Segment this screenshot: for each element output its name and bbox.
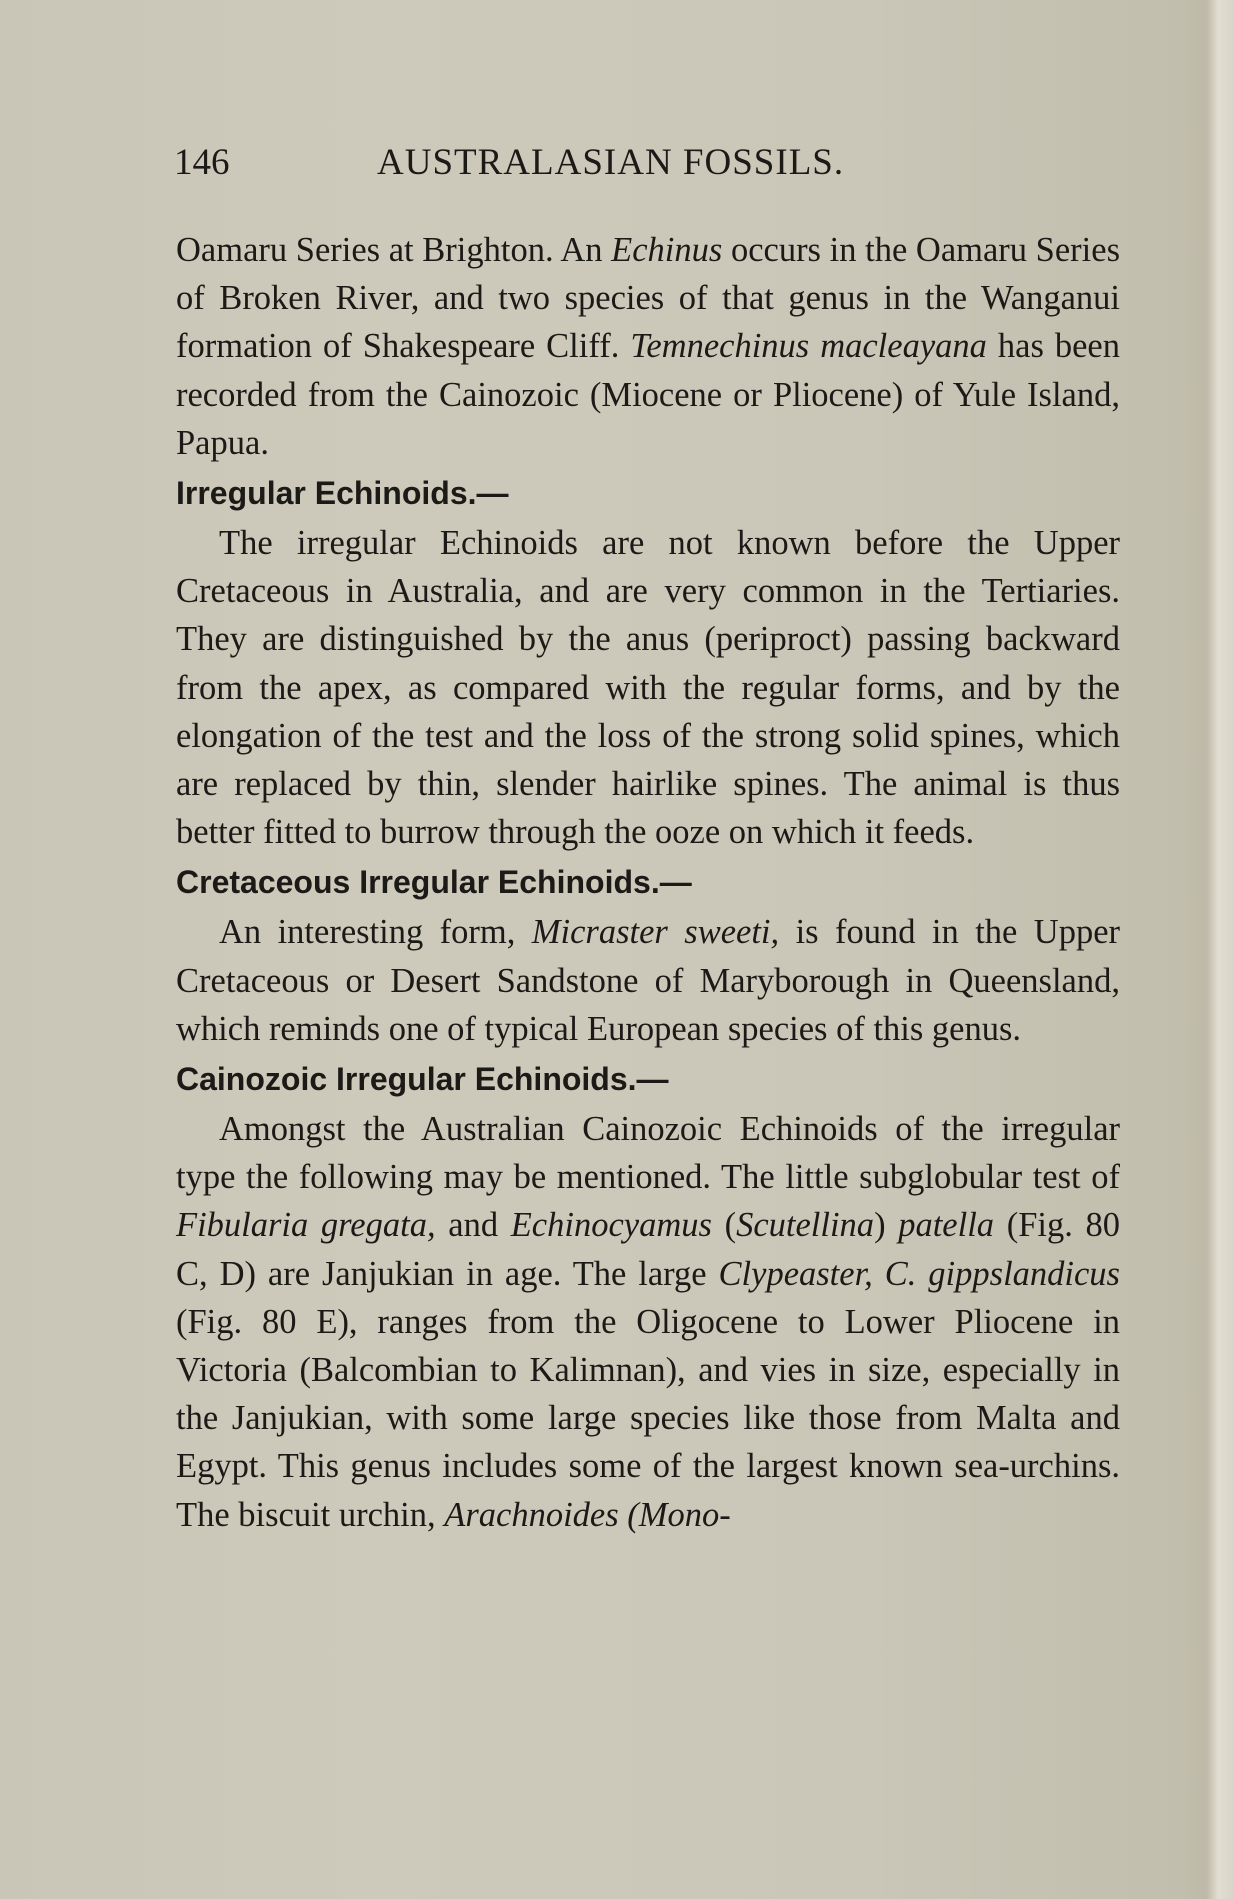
italic-text: Temnechinus macleayana (630, 327, 987, 366)
page-header (162, 140, 922, 186)
text: is found in the Upper Cretaceous or Desert Sandstone of Maryborough in Queensland, which reminds one of typical European species of this genus. (176, 913, 1121, 1048)
text: and (435, 1206, 511, 1245)
section-heading-irregular: Irregular Echinoids.— (176, 475, 509, 512)
paragraph-cainozoic (176, 1105, 1120, 1539)
text: An interesting form, (219, 913, 532, 952)
text: Amongst the Australian Cainozoic Echinoids of the irregular type the following may be mentioned. The little subglobular test of (176, 1110, 1120, 1197)
text: occurs in the Oamaru Series of Broken River, and two species of that genus in the Wanganui formation of Shakespeare Cliff. (176, 231, 1120, 366)
italic-text: Echinus (611, 231, 723, 269)
section-heading-cretaceous: Cretaceous Irregular Echinoids.— (176, 864, 692, 901)
running-title: AUSTRALASIAN FOSSILS. (377, 142, 845, 183)
italic-text: patella (898, 1206, 995, 1245)
italic-text: Echinocyamus (510, 1206, 712, 1245)
page-number: 146 (174, 142, 230, 183)
section-heading-cainozoic: Cainozoic Irregular Echinoids.— (176, 1061, 669, 1098)
italic-text: Fibularia gregata, (176, 1206, 436, 1245)
text: (Fig. 80 E), ranges from the Oligocene to Lower Pliocene in Victoria (Balcombian to Kalimnan), and vies in size, especially in the Janjukian, with some large species like those from Malta and Egypt. This genus includes some of the largest known sea-urchins. The biscuit urchin, (176, 1302, 1120, 1534)
page-body (176, 226, 1120, 1539)
text: (Fig. 80 C, D) are Janjukian in age. The large (176, 1206, 1120, 1293)
paragraph-irregular: The irregular Echinoids are not known before the Upper Cretaceous in Australia, and are very common in the Tertiaries. They are distinguished by the anus (periproct) passing backward from the apex, as compared with the regular forms, and by the elongation of the test and the loss of the strong solid spines, which are replaced by thin, slender hairlike spines. The animal is thus better fitted to burrow through the ooze on which it feeds. (176, 524, 1120, 852)
paragraph-cretaceous (176, 908, 1120, 1053)
text: ) (874, 1206, 899, 1245)
italic-text: Arachnoides (Mono- (444, 1495, 731, 1534)
text: ( (711, 1206, 737, 1245)
paragraph-echinus (176, 226, 1120, 467)
italic-text: Scutellina (736, 1206, 875, 1245)
text: Oamaru Series at Brighton. An (176, 231, 612, 269)
italic-text: Micraster sweeti, (531, 913, 780, 952)
text: has been recorded from the Cainozoic (Miocene or Pliocene) of Yule Island, Papua. (176, 327, 1120, 462)
italic-text: Clypeaster, C. gippslandicus (718, 1254, 1120, 1293)
page-edge (1206, 0, 1234, 1899)
